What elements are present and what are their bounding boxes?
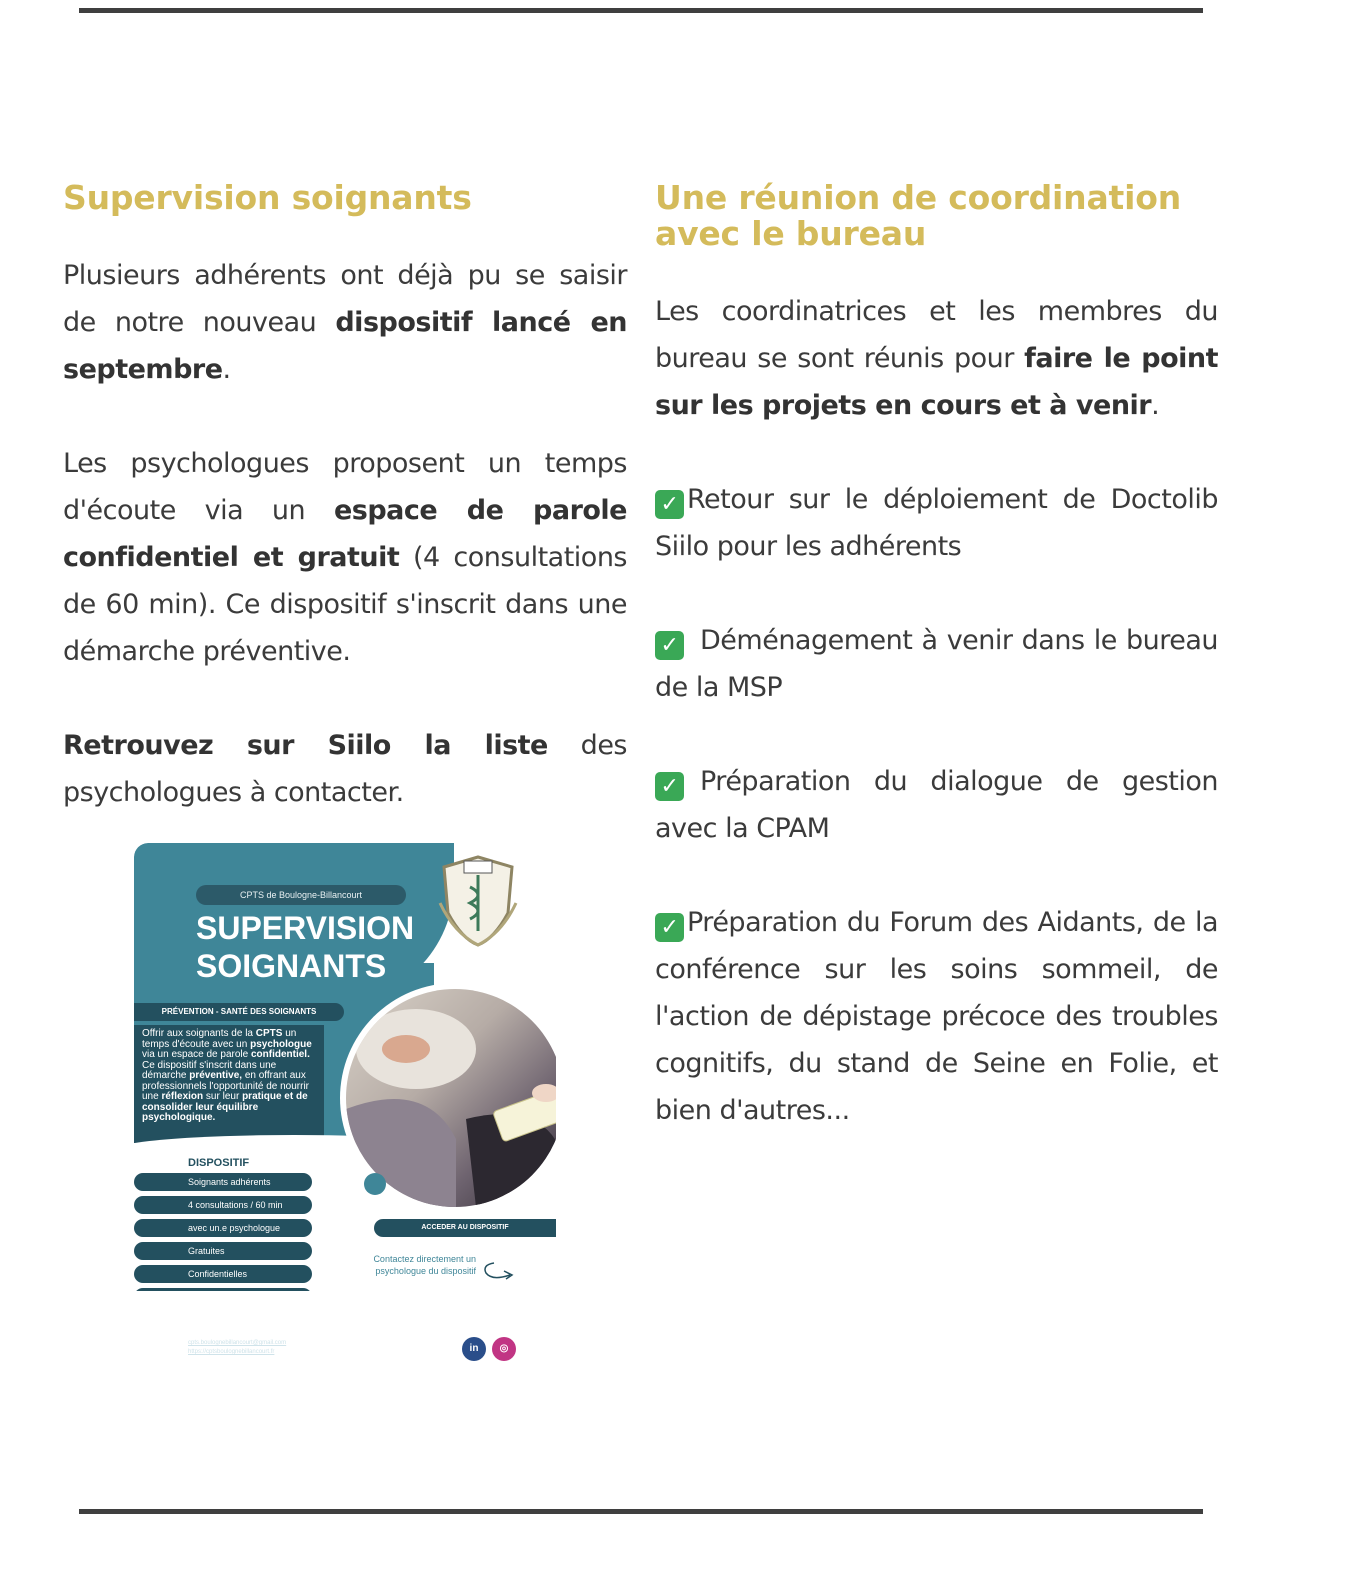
poster-contact-text: Contactez directement un psychologue du dispositif	[373, 1254, 476, 1276]
top-divider	[79, 8, 1203, 13]
left-heading: Supervision soignants	[63, 178, 472, 217]
poster-access-button: ACCEDER AU DISPOSITIF	[374, 1219, 556, 1237]
poster-pill: avec un.e psychologue	[134, 1219, 312, 1237]
crest-logo-icon	[434, 853, 522, 949]
poster-org-label: CPTS de Boulogne-Billancourt	[196, 885, 406, 905]
poster-pill: Soignants adhérents	[134, 1173, 312, 1191]
supervision-poster-image	[134, 843, 556, 1372]
checklist-item	[655, 758, 1218, 852]
checklist-item	[655, 899, 1218, 1134]
checklist-item	[655, 617, 1218, 711]
poster-contact-links	[188, 1339, 286, 1357]
checkmark-icon: ✓	[655, 772, 684, 801]
poster-prevention-bar: PRÉVENTION - SANTÉ DES SOIGNANTS	[134, 1003, 344, 1021]
poster-email: cpts.boulognebillancourt@gmail.com	[188, 1340, 287, 1346]
left-column	[63, 180, 627, 816]
right-column	[655, 180, 1218, 1134]
poster-title-line1: SUPERVISION	[196, 910, 415, 946]
poster-dispositif-label: DISPOSITIF	[188, 1157, 250, 1169]
right-heading: Une réunion de coordination avec le bureau	[655, 178, 1181, 253]
checklist-item-text: Déménagement à venir dans le bureau de la MSP	[655, 625, 1218, 703]
right-paragraph-1: Les coordinatrices et les membres du bureau se sont réunis pour faire le point sur les projets en cours et à venir.	[655, 296, 1218, 421]
poster-pill: Confidentielles	[134, 1265, 312, 1283]
left-paragraph-3: Retrouvez sur Siilo la liste des psychologues à contacter.	[63, 730, 627, 808]
checklist-item	[655, 476, 1218, 570]
checkmark-icon: ✓	[655, 913, 684, 942]
poster-title-line2: SOIGNANTS	[196, 948, 387, 984]
checklist-item-text: Retour sur le déploiement de Doctolib Siilo pour les adhérents	[655, 484, 1218, 562]
checkmark-icon: ✓	[655, 631, 684, 660]
checklist	[655, 476, 1218, 1134]
checklist-item-text: Préparation du Forum des Aidants, de la conférence sur les soins sommeil, de l'action de dépistage précoce des troubles cognitifs, du stand de Seine en Folie, et bien d'autres...	[655, 907, 1218, 1126]
poster-title	[196, 909, 414, 985]
poster-website: https://cptsboulognebillancourt.fr	[188, 1349, 275, 1355]
left-paragraph-2: Les psychologues proposent un temps d'écoute via un espace de parole confidentiel et gratuit (4 consultations de 60 min). Ce dispositif s'inscrit dans une démarche préventive.	[63, 448, 627, 667]
linkedin-icon: in	[462, 1337, 486, 1361]
bottom-divider	[79, 1509, 1203, 1514]
poster-pill: Gratuites	[134, 1242, 312, 1260]
checkmark-icon: ✓	[655, 490, 684, 519]
instagram-icon: ◎	[492, 1337, 516, 1361]
checklist-item-text: Préparation du dialogue de gestion avec la CPAM	[655, 766, 1218, 844]
arrow-scribble-icon	[480, 1257, 520, 1283]
left-paragraph-1: Plusieurs adhérents ont déjà pu se saisir de notre nouveau dispositif lancé en septembre.	[63, 260, 627, 385]
poster-description: Offrir aux soignants de la CPTS un temps d'écoute avec un psychologue via un espace de parole confidentiel. Ce dispositif s'inscrit dans une démarche préventive, en offrant aux professionnels l'opportunité de nourrir une réflexion sur leur pratique et de consolider leur équilibre psychologique.	[134, 1025, 324, 1143]
poster-pill: 4 consultations / 60 min	[134, 1196, 312, 1214]
